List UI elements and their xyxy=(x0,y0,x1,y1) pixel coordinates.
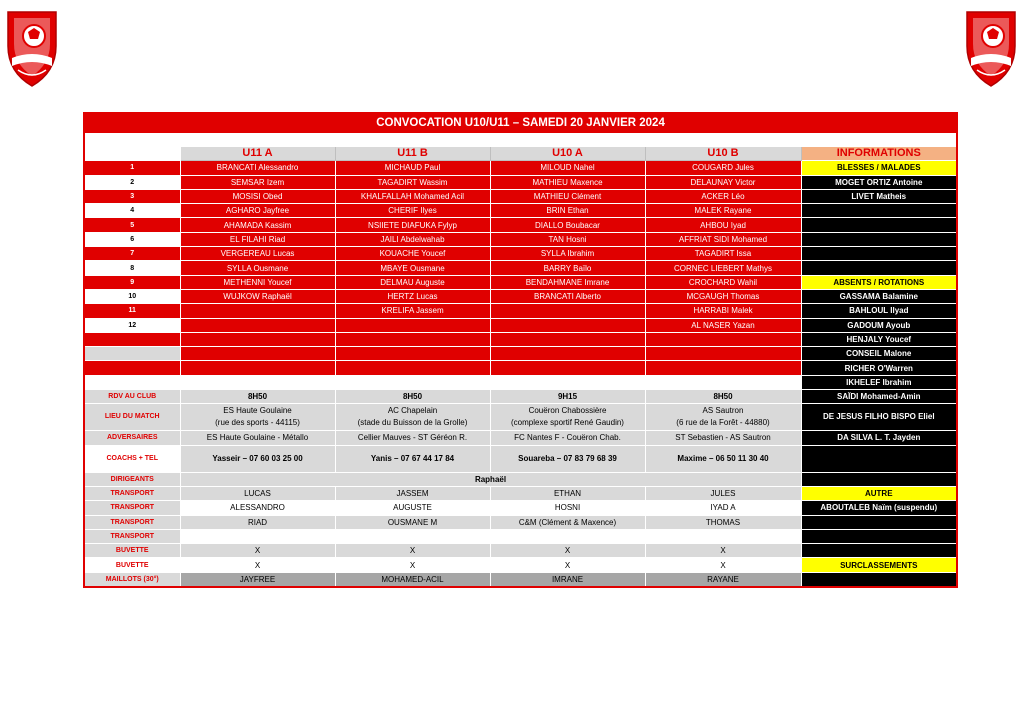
transport-cell: JULES xyxy=(645,486,801,500)
lieu-row xyxy=(84,404,957,431)
player-row xyxy=(84,261,957,275)
player-number: 4 xyxy=(84,204,180,218)
info-cell xyxy=(801,544,957,558)
team-header-u11b: U11 B xyxy=(335,147,490,161)
maillot-cell: IMRANE xyxy=(490,572,645,587)
buvette-cell: X xyxy=(335,544,490,558)
buvette-cell: X xyxy=(335,558,490,572)
transport-cell xyxy=(490,529,645,543)
player-u10a: SYLLA Ibrahim xyxy=(490,247,645,261)
buvette-row xyxy=(84,544,957,558)
player-number: 6 xyxy=(84,232,180,246)
adversaire-cell: ST Sebastien - AS Sautron xyxy=(645,431,801,445)
buvette-cell: X xyxy=(490,558,645,572)
player-u10b: AHBOU Iyad xyxy=(645,218,801,232)
maillot-cell: RAYANE xyxy=(645,572,801,587)
lieu-address: (stade du Buisson de la Grolle) xyxy=(357,418,468,428)
player-u10b: MCGAUGH Thomas xyxy=(645,289,801,303)
transport-cell: LUCAS xyxy=(180,486,335,500)
convocation-table xyxy=(83,112,958,588)
player-u10a: BENDAHMANE Imrane xyxy=(490,275,645,289)
player-u10b: ACKER Léo xyxy=(645,189,801,203)
player-u10b: MALEK Rayane xyxy=(645,204,801,218)
player-u11a: AGHARO Jayfree xyxy=(180,204,335,218)
player-u11b: NSIIETE DIAFUKA Fylyp xyxy=(335,218,490,232)
player-u11a xyxy=(180,318,335,332)
player-row xyxy=(84,204,957,218)
player-u11b: JAILI Abdelwahab xyxy=(335,232,490,246)
player-u10a: BRIN Ethan xyxy=(490,204,645,218)
rdv-row xyxy=(84,390,957,404)
player-u10a: TAN Hosni xyxy=(490,232,645,246)
player-u11a: BRANCATI Alessandro xyxy=(180,161,335,175)
lieu-name: ES Haute Goulaine xyxy=(223,406,292,416)
adversaire-cell: FC Nantes F - Couëron Chab. xyxy=(490,431,645,445)
player-u11a xyxy=(180,304,335,318)
player-u10a: MILOUD Nahel xyxy=(490,161,645,175)
transport-cell: OUSMANE M xyxy=(335,515,490,529)
player-u11b: TAGADIRT Wassim xyxy=(335,175,490,189)
player-number: 1 xyxy=(84,161,180,175)
spacer-cell xyxy=(84,134,957,147)
player-u11a: SEMSAR Izem xyxy=(180,175,335,189)
player-u11a: SYLLA Ousmane xyxy=(180,261,335,275)
player-u10b: CORNEC LIEBERT Mathys xyxy=(645,261,801,275)
transport-label: TRANSPORT xyxy=(84,515,180,529)
info-cell: ABSENTS / ROTATIONS xyxy=(801,275,957,289)
player-row xyxy=(84,218,957,232)
transport-label: TRANSPORT xyxy=(84,501,180,515)
info-cell xyxy=(801,445,957,472)
player-row xyxy=(84,289,957,303)
lieu-cell xyxy=(180,404,335,431)
lieu-cell xyxy=(645,404,801,431)
player-u11a xyxy=(180,347,335,361)
info-cell: AUTRE xyxy=(801,486,957,500)
info-cell xyxy=(801,247,957,261)
info-cell: MOGET ORTIZ Antoine xyxy=(801,175,957,189)
transport-row xyxy=(84,529,957,543)
info-cell xyxy=(801,218,957,232)
player-u11a xyxy=(180,332,335,346)
buvette-cell: X xyxy=(645,544,801,558)
maillot-cell: JAYFREE xyxy=(180,572,335,587)
info-cell xyxy=(801,529,957,543)
player-u11a xyxy=(180,361,335,375)
player-u11b: CHERIF Ilyes xyxy=(335,204,490,218)
transport-row xyxy=(84,501,957,515)
player-u11b: DELMAU Auguste xyxy=(335,275,490,289)
coachs-row xyxy=(84,445,957,472)
team-header-u10a: U10 A xyxy=(490,147,645,161)
spacer-cell xyxy=(84,375,801,389)
player-number: 5 xyxy=(84,218,180,232)
player-u10b: HARRABI Malek xyxy=(645,304,801,318)
info-cell xyxy=(801,261,957,275)
buvette-row xyxy=(84,558,957,572)
rdv-time: 8H50 xyxy=(335,390,490,404)
player-row xyxy=(84,304,957,318)
info-cell: HENJALY Youcef xyxy=(801,332,957,346)
player-u11b: KRELIFA Jassem xyxy=(335,304,490,318)
player-u11b: HERTZ Lucas xyxy=(335,289,490,303)
info-cell: DA SILVA L. T. Jayden xyxy=(801,431,957,445)
player-number: 9 xyxy=(84,275,180,289)
lieu-name: Couëron Chabossière xyxy=(528,406,607,416)
info-cell: ABOUTALEB Naïm (suspendu) xyxy=(801,501,957,515)
buvette-cell: X xyxy=(490,544,645,558)
lieu-cell xyxy=(490,404,645,431)
player-row xyxy=(84,247,957,261)
coach-cell: Souareba – 07 83 79 68 39 xyxy=(490,445,645,472)
info-cell: GASSAMA Balamine xyxy=(801,289,957,303)
player-row xyxy=(84,175,957,189)
transport-row xyxy=(84,515,957,529)
buvette-cell: X xyxy=(180,558,335,572)
transport-label: TRANSPORT xyxy=(84,529,180,543)
adversaire-cell: ES Haute Goulaine - Métallo xyxy=(180,431,335,445)
adversaires-row xyxy=(84,431,957,445)
rdv-time: 8H50 xyxy=(180,390,335,404)
info-cell: SAÏDI Mohamed-Amin xyxy=(801,390,957,404)
coach-cell: Yasseir – 07 60 03 25 00 xyxy=(180,445,335,472)
info-cell: LIVET Matheis xyxy=(801,189,957,203)
player-u10a: MATHIEU Maxence xyxy=(490,175,645,189)
maillots-label: MAILLOTS (30°) xyxy=(84,572,180,587)
team-header-u10b: U10 B xyxy=(645,147,801,161)
player-u10b: AL NASER Yazan xyxy=(645,318,801,332)
player-number xyxy=(84,361,180,375)
player-row xyxy=(84,275,957,289)
transport-cell: HOSNI xyxy=(490,501,645,515)
club-crest-icon xyxy=(4,6,60,88)
info-cell: GADOUM Ayoub xyxy=(801,318,957,332)
lieu-name: AS Sautron xyxy=(702,406,744,416)
info-cell xyxy=(801,572,957,587)
transport-cell xyxy=(645,529,801,543)
info-cell: IKHELEF Ibrahim xyxy=(801,375,957,389)
info-header: INFORMATIONS xyxy=(801,147,957,161)
buvette-label: BUVETTE xyxy=(84,558,180,572)
page-title: CONVOCATION U10/U11 – SAMEDI 20 JANVIER 2024 xyxy=(84,113,957,134)
transport-label: TRANSPORT xyxy=(84,486,180,500)
player-u11b xyxy=(335,361,490,375)
player-u10b xyxy=(645,347,801,361)
player-u10a: DIALLO Boubacar xyxy=(490,218,645,232)
info-cell: CONSEIL Malone xyxy=(801,347,957,361)
player-u10a: BARRY Baïlo xyxy=(490,261,645,275)
player-row xyxy=(84,232,957,246)
transport-cell: IYAD A xyxy=(645,501,801,515)
lieu-label: LIEU DU MATCH xyxy=(84,404,180,431)
player-number: 2 xyxy=(84,175,180,189)
player-u11a: AHAMADA Kassim xyxy=(180,218,335,232)
player-u10a: MATHIEU Clément xyxy=(490,189,645,203)
player-row xyxy=(84,161,957,175)
player-u11b: MBAYE Ousmane xyxy=(335,261,490,275)
maillot-cell: MOHAMED-ACIL xyxy=(335,572,490,587)
transport-cell xyxy=(180,529,335,543)
buvette-cell: X xyxy=(645,558,801,572)
player-number: 10 xyxy=(84,289,180,303)
adversaires-label: ADVERSAIRES xyxy=(84,431,180,445)
player-row xyxy=(84,189,957,203)
info-cell: RICHER O'Warren xyxy=(801,361,957,375)
player-u10a xyxy=(490,318,645,332)
player-row xyxy=(84,318,957,332)
transport-cell xyxy=(335,529,490,543)
player-u11b: KOUACHE Youcef xyxy=(335,247,490,261)
player-u10b: CROCHARD Wahil xyxy=(645,275,801,289)
header-corner xyxy=(84,147,180,161)
dirigeants-label: DIRIGEANTS xyxy=(84,472,180,486)
player-u10a: BRANCATI Alberto xyxy=(490,289,645,303)
transport-cell: JASSEM xyxy=(335,486,490,500)
buvette-cell: X xyxy=(180,544,335,558)
info-cell: DE JESUS FILHO BISPO Eliel xyxy=(801,404,957,431)
player-number: 8 xyxy=(84,261,180,275)
adversaire-cell: Cellier Mauves - ST Géréon R. xyxy=(335,431,490,445)
player-u10a xyxy=(490,347,645,361)
info-cell xyxy=(801,472,957,486)
transport-cell: C&M (Clément & Maxence) xyxy=(490,515,645,529)
transport-cell: AUGUSTE xyxy=(335,501,490,515)
info-cell xyxy=(801,515,957,529)
club-crest-icon xyxy=(963,6,1019,88)
team-header-u11a: U11 A xyxy=(180,147,335,161)
transport-row xyxy=(84,486,957,500)
player-u10b xyxy=(645,332,801,346)
info-cell xyxy=(801,204,957,218)
player-u10a xyxy=(490,332,645,346)
rdv-time: 8H50 xyxy=(645,390,801,404)
player-number: 11 xyxy=(84,304,180,318)
maillots-row xyxy=(84,572,957,587)
title-row xyxy=(84,113,957,134)
info-cell xyxy=(801,232,957,246)
coach-cell: Yanis – 07 67 44 17 84 xyxy=(335,445,490,472)
dirigeants-row xyxy=(84,472,957,486)
player-u10b: COUGARD Jules xyxy=(645,161,801,175)
player-number: 7 xyxy=(84,247,180,261)
transport-cell: ETHAN xyxy=(490,486,645,500)
player-number: 3 xyxy=(84,189,180,203)
lieu-name: AC Chapelain xyxy=(387,406,438,416)
transport-cell: ALESSANDRO xyxy=(180,501,335,515)
player-row xyxy=(84,332,957,346)
player-u10b: TAGADIRT Issa xyxy=(645,247,801,261)
info-cell: BLESSES / MALADES xyxy=(801,161,957,175)
player-u11b xyxy=(335,347,490,361)
transport-cell: THOMAS xyxy=(645,515,801,529)
player-u11a: MOSISI Obed xyxy=(180,189,335,203)
player-u11b xyxy=(335,318,490,332)
player-u11b: MICHAUD Paul xyxy=(335,161,490,175)
lieu-cell xyxy=(335,404,490,431)
player-u10a xyxy=(490,361,645,375)
player-number xyxy=(84,347,180,361)
dirigeants-cell: Raphaël xyxy=(180,472,801,486)
player-u10a xyxy=(490,304,645,318)
coach-cell: Maxime – 06 50 11 30 40 xyxy=(645,445,801,472)
rdv-time: 9H15 xyxy=(490,390,645,404)
lieu-address: (complexe sportif René Gaudin) xyxy=(511,418,624,428)
player-u11a: WUJKOW Raphaël xyxy=(180,289,335,303)
player-u11b: KHALFALLAH Mohamed Acil xyxy=(335,189,490,203)
spacer-row xyxy=(84,134,957,147)
player-row xyxy=(84,347,957,361)
lieu-address: (6 rue de la Forêt - 44880) xyxy=(676,418,770,428)
player-number: 12 xyxy=(84,318,180,332)
coachs-label: COACHS + TEL xyxy=(84,445,180,472)
player-number xyxy=(84,332,180,346)
player-u11a: EL FILAHI Riad xyxy=(180,232,335,246)
header-row xyxy=(84,147,957,161)
player-u11b xyxy=(335,332,490,346)
player-u10b: DELAUNAY Victor xyxy=(645,175,801,189)
player-u10b xyxy=(645,361,801,375)
player-u10b: AFFRIAT SIDI Mohamed xyxy=(645,232,801,246)
spacer-row xyxy=(84,375,957,389)
info-cell: BAHLOUL Ilyad xyxy=(801,304,957,318)
buvette-label: BUVETTE xyxy=(84,544,180,558)
player-u11a: VERGEREAU Lucas xyxy=(180,247,335,261)
player-row xyxy=(84,361,957,375)
rdv-label: RDV AU CLUB xyxy=(84,390,180,404)
info-cell: SURCLASSEMENTS xyxy=(801,558,957,572)
lieu-address: (rue des sports - 44115) xyxy=(215,418,300,428)
transport-cell: RIAD xyxy=(180,515,335,529)
player-u11a: METHENNI Youcef xyxy=(180,275,335,289)
